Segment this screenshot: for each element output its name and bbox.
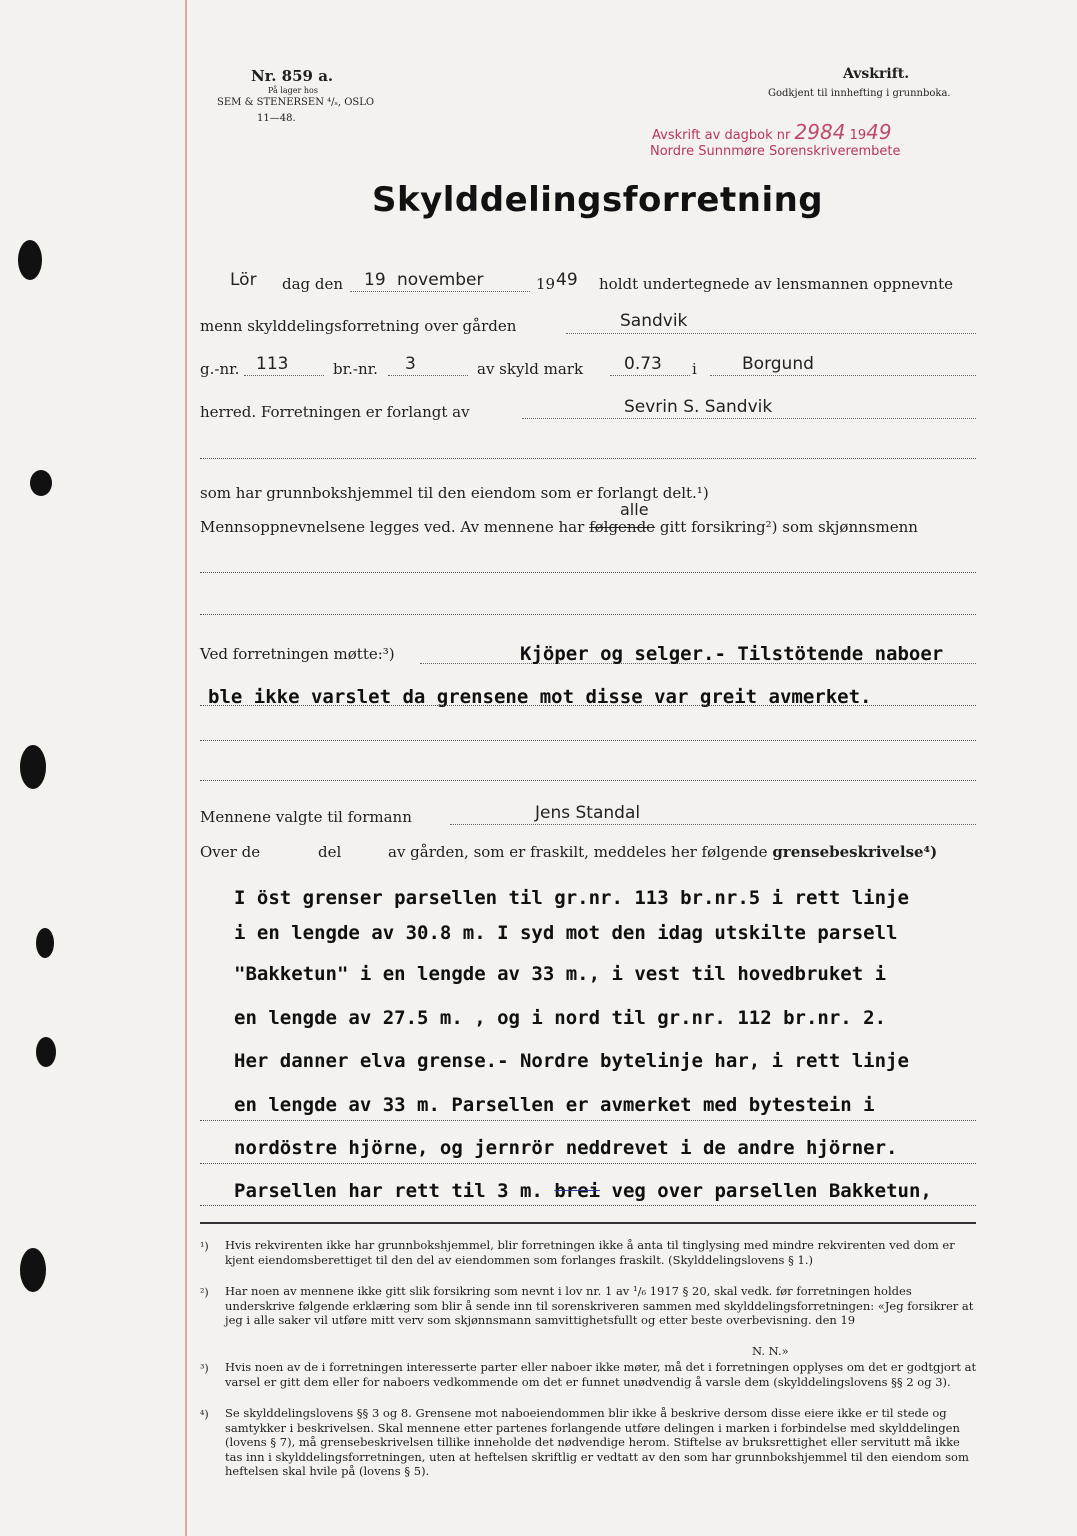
attended-label: Ved forretningen møtte:³) — [200, 645, 395, 663]
last-line-prefix: Parsellen har rett til 3 m. — [234, 1180, 543, 1202]
binder-hole — [20, 1248, 46, 1292]
publisher-line: På lager hos — [268, 86, 318, 95]
footnote-text: Hvis noen av de i forretningen interesserte parter eller naboer ikke møter, må det i forretningen opplyses om det er godtgjort at varsel er gitt dem eller for naboers vedkommende om det er funnet unødvendig å varsle dem (skylddelingslovens §§ 2 og 3). — [225, 1360, 977, 1389]
menn-text — [200, 518, 918, 536]
bnr-label: br.-nr. — [333, 360, 378, 378]
blank-rule — [200, 780, 976, 781]
menn-inserted: alle — [620, 500, 649, 519]
date-day: 19 — [364, 270, 386, 290]
stamp-number: 2984 — [794, 120, 846, 144]
publisher-line: SEM & STENERSEN ⁴/ₛ, OSLO — [217, 97, 375, 108]
margin-rule — [185, 0, 187, 1536]
footnote-text: Se skylddelingslovens §§ 3 og 8. Grensene mot naboeiendommen blir ikke å beskrive dersom disse eiere ikke er til stede og samtykker i beskrivelsen. Skal mennene etter partenes forlangende utføre delingen i marken i forbindelse med skylddelingen (lovens § 7), må grensebeskrivelsen tillike inneholde det nødvendige herom. Stiftelse av bruksrettighet eller servitutt må ikke tas inn i skylddelingsforretningen, uten at heftelsen skriftlig er vedtatt av den som har grunnbokshjemmel til den eiendom som heftelsen skal hvile på (lovens § 5). — [225, 1406, 969, 1478]
chairman-name: Jens Standal — [535, 803, 641, 823]
footnote-signature: N. N.» — [752, 1344, 789, 1358]
skyld-label: av skyld mark — [477, 360, 584, 378]
binder-hole — [36, 928, 54, 958]
stamp-year: 49 — [866, 120, 892, 144]
boundary-line: en lengde av 27.5 m. , og i nord til gr.nr. 112 br.nr. 2. — [234, 1007, 887, 1029]
gnr-value: 113 — [256, 354, 289, 374]
boundary-intro-bold: grensebeskrivelse⁴) — [772, 843, 938, 861]
date-month: november — [397, 270, 484, 290]
blank-rule — [200, 705, 976, 706]
boundary-line: i en lengde av 30.8 m. I syd mot den idag utskilte parsell — [234, 922, 898, 944]
blank-rule — [200, 740, 976, 741]
stamp-prefix: Avskrift av dagbok nr — [652, 128, 791, 143]
footnote-number: ¹) — [200, 1240, 209, 1253]
binder-hole — [36, 1037, 56, 1067]
footnote-number: ²) — [200, 1286, 209, 1299]
date-rule — [350, 291, 530, 292]
boundary-rule — [200, 1120, 976, 1121]
grunnbok-text: som har grunnbokshjemmel til den eiendom som er forlangt delt.¹) — [200, 484, 709, 502]
menn-struck: følgende — [589, 518, 656, 536]
boundary-intro-text: av gården, som er fraskilt, meddeles her følgende — [388, 843, 768, 861]
binder-hole — [20, 745, 46, 789]
footnote-separator — [200, 1222, 976, 1224]
blank-rule — [200, 614, 976, 615]
chairman-rule — [450, 824, 976, 825]
blank-rule — [200, 572, 976, 573]
footnote-text: Hvis rekvirenten ikke har grunnbokshjemmel, blir forretningen ikke å anta til tinglysing med mindre rekvirenten ved dom er kjent eiendomsberettiget til den del av eiendommen som forlanges fraskilt. (Skylddelingslovens § 1.) — [225, 1238, 955, 1267]
boundary-intro — [388, 843, 937, 861]
stamp-year-prefix: 19 — [849, 128, 867, 143]
day-prefix: Lör — [230, 270, 257, 290]
attended-line: ble ikke varslet da grensene mot disse var greit avmerket. — [208, 686, 872, 708]
farm-rule — [566, 333, 976, 334]
line1-suffix: holdt undertegnede av lensmannen oppnevnte — [599, 275, 953, 293]
stamp-office: Nordre Sunnmøre Sorenskriverembete — [650, 144, 901, 159]
farm-name: Sandvik — [620, 311, 688, 331]
boundary-line: nordöstre hjörne, og jernrör neddrevet i de andre hjörner. — [234, 1137, 898, 1159]
binder-hole — [18, 240, 42, 280]
document-title: Skylddelingsforretning — [372, 180, 824, 220]
day-label: dag den — [282, 275, 344, 293]
last-line-suffix: veg over parsellen Bakketun, — [611, 1180, 932, 1202]
last-line-struck: brei — [554, 1180, 601, 1202]
stamp-line — [652, 120, 892, 144]
year: 49 — [556, 270, 578, 290]
boundary-line — [234, 1180, 932, 1202]
skyld-value: 0.73 — [624, 354, 662, 374]
footnote-text: Har noen av mennene ikke gitt slik forsikring som nevnt i lov nr. 1 av ¹/₆ 1917 § 20, skal vedk. før forretningen holdes underskrive følgende erklæring som blir å sende inn til sorenskriveren sammen med skylddelingsforretningen: «Jeg forsikrer at jeg i alle saker vil utføre mitt verv som skjønnsmann samvittighetsfullt og etter beste overbevisning. den 19 — [225, 1284, 974, 1327]
boundary-line: en lengde av 33 m. Parsellen er avmerket med bytestein i — [234, 1094, 875, 1116]
blank-rule — [200, 458, 976, 459]
menn-suffix: gitt forsikring²) som skjønnsmenn — [659, 518, 918, 536]
year-prefix: 19 — [536, 275, 556, 293]
requester-rule — [522, 418, 976, 419]
boundary-line: I öst grenser parsellen til gr.nr. 113 br.nr.5 i rett linje — [234, 887, 909, 909]
requester-label: herred. Forretningen er forlangt av — [200, 403, 470, 421]
boundary-rule — [200, 1163, 976, 1164]
chairman-label: Mennene valgte til formann — [200, 808, 412, 826]
footnote-number: ³) — [200, 1362, 209, 1375]
bnr-rule — [388, 375, 468, 376]
menn-prefix: Mennsoppnevnelsene legges ved. Av mennene har — [200, 518, 585, 536]
over-de-label: Over de — [200, 843, 261, 861]
approved-text: Godkjent til innhefting i grunnboka. — [768, 88, 951, 99]
gnr-rule — [244, 375, 324, 376]
copy-label: Avskrift. — [843, 66, 910, 82]
footnote-number: ⁴) — [200, 1408, 209, 1421]
requester-name: Sevrin S. Sandvik — [624, 397, 773, 417]
attended-line: Kjöper og selger.- Tilstötende naboer — [520, 643, 944, 665]
bnr-value: 3 — [405, 354, 416, 374]
form-number: Nr. 859 a. — [251, 67, 334, 85]
farm-label: menn skylddelingsforretning over gården — [200, 317, 517, 335]
binder-hole — [30, 470, 52, 496]
municipality-label: i — [692, 360, 697, 378]
boundary-line: Her danner elva grense.- Nordre bytelinje har, i rett linje — [234, 1050, 909, 1072]
skyld-rule — [610, 375, 690, 376]
municipality: Borgund — [742, 354, 814, 374]
boundary-rule — [200, 1205, 976, 1206]
publisher-line: 11—48. — [257, 113, 296, 124]
del-label: del — [318, 843, 342, 861]
municipality-rule — [710, 375, 976, 376]
boundary-line: "Bakketun" i en lengde av 33 m., i vest til hovedbruket i — [234, 963, 887, 985]
gnr-label: g.-nr. — [200, 360, 240, 378]
